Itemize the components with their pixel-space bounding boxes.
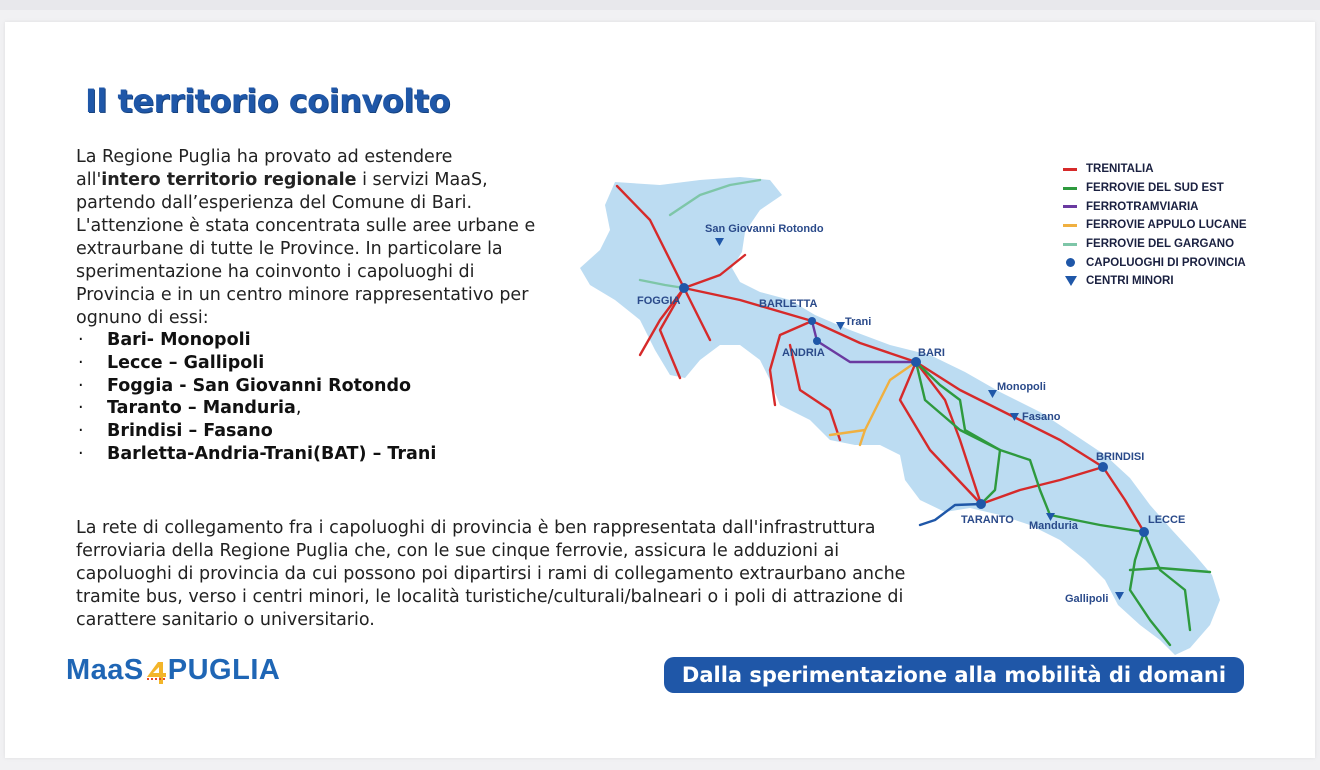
list-item-text: Bari- Monopoli [107, 330, 251, 350]
intro-line-2-post: i servizi MaaS, [356, 170, 488, 190]
city-label-taranto: TARANTO [961, 514, 1014, 526]
legend-label: CENTRI MINORI [1086, 275, 1174, 288]
city-label-lecce: LECCE [1148, 514, 1186, 526]
city-label-monopoli: Monopoli [997, 381, 1046, 393]
intro-line-1: La Regione Puglia ha provato ad estendere [76, 147, 453, 167]
legend-swatch-gargano [1063, 243, 1077, 246]
intro-line-2-pre: all' [76, 170, 102, 190]
legend-swatch-sud-est [1063, 187, 1077, 190]
legend-item [1063, 160, 1293, 179]
city-label-trani: Trani [845, 316, 872, 328]
legend-label: CAPOLUOGHI DI PROVINCIA [1086, 256, 1246, 269]
barletta-marker [808, 317, 816, 325]
city-label-gallipoli: Gallipoli [1065, 593, 1109, 605]
list-item-text: Foggia - San Giovanni Rotondo [107, 375, 412, 396]
map-legend [1063, 160, 1293, 291]
list-item-text: Taranto – Manduria [107, 398, 296, 419]
legend-item [1063, 235, 1293, 254]
logo-text-right: PUGLIA [167, 654, 281, 686]
legend-item [1063, 272, 1293, 291]
maas4puglia-logo [66, 654, 280, 687]
intro-highlight: intero territorio regionale [101, 170, 357, 190]
list-item-suffix: , [295, 398, 302, 419]
list-item-text: Lecce – Gallipoli [107, 352, 265, 373]
legend-label: FERROVIE DEL SUD EST [1086, 182, 1224, 195]
legend-label: FERROTRAMVIARIA [1086, 200, 1199, 213]
legend-label: FERROVIE DEL GARGANO [1086, 238, 1235, 251]
legend-item [1063, 197, 1293, 216]
logo-text-left: MaaS [66, 654, 144, 686]
legend-swatch-ferrotramviaria [1063, 205, 1077, 208]
taranto-marker [976, 499, 986, 509]
network-paragraph: La rete di collegamento fra i capoluoghi di provincia è ben rappresentata dall'infrastruttura ferroviaria della Regione Puglia che, con le sue cinque ferrovie, assicura le adduzioni ai capoluoghi di provincia da cui possono poi dipartirsi i rami di collegamento extraurbano anche tramite bus, verso i centri minori, le località turistiche/culturali/balneari o i poli di attrazione di carattere sanitario o universitario. [76, 518, 906, 630]
legend-swatch-trenitalia [1063, 168, 1077, 171]
city-label-brindisi: BRINDISI [1096, 451, 1145, 463]
footer-banner: Dalla sperimentazione alla mobilità di domani [664, 657, 1244, 693]
legend-label: FERROVIE APPULO LUCANE [1086, 219, 1247, 232]
andria-marker [813, 337, 821, 345]
legend-item [1063, 216, 1293, 235]
city-label-bari: BARI [918, 347, 945, 359]
logo-four-icon [145, 660, 167, 682]
list-item-text: Brindisi – Fasano [107, 421, 273, 442]
intro-rest: partendo dall’esperienza del Comune di Bari. L'attenzione è stata concentrata sulle aree urbane e extraurbane di tutte le Province. In particolare la sperimentazione ha coinvonto i capoluoghi di Provincia e in un centro minore rappresentativo per ognuno di essi: [76, 193, 536, 328]
legend-item [1063, 253, 1293, 272]
legend-swatch-appulo-lucane [1063, 224, 1077, 227]
city-label-barletta: BARLETTA [759, 298, 818, 310]
lecce-marker [1139, 527, 1149, 537]
city-label-andria: ANDRIA [782, 347, 825, 359]
slide-title: Il territorio coinvolto [85, 82, 450, 120]
capoluogo-dot-icon [1066, 258, 1075, 267]
list-item-text: Barletta-Andria-Trani(BAT) – Trani [107, 443, 437, 464]
centro-minore-triangle-icon [1065, 276, 1077, 286]
legend-label: TRENITALIA [1086, 163, 1154, 176]
city-label-fasano: Fasano [1022, 411, 1061, 423]
city-label-san-giovanni: San Giovanni Rotondo [705, 223, 824, 235]
city-label-manduria: Manduria [1029, 520, 1078, 532]
legend-item [1063, 179, 1293, 198]
brindisi-marker [1098, 462, 1108, 472]
foggia-marker [679, 283, 689, 293]
city-label-foggia: FOGGIA [637, 295, 681, 307]
